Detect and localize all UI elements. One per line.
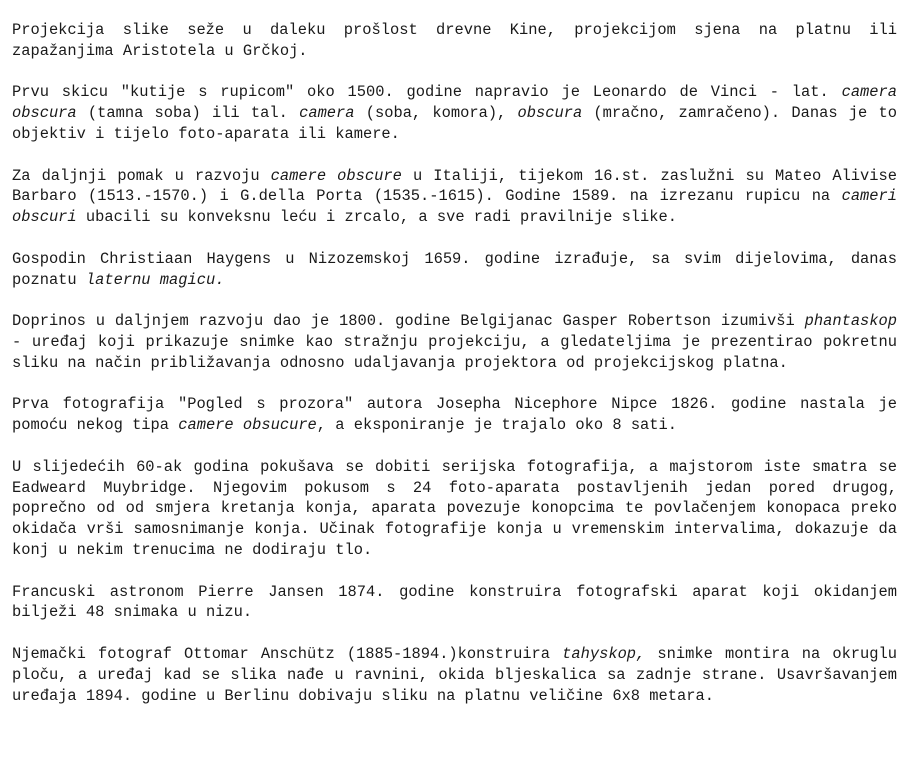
text-run: Projekcija slike seže u daleku prošlost drevne Kine, projekcijom sjena na platnu ili zapažanjima Aristotela u Grčkoj. xyxy=(12,21,897,60)
paragraph xyxy=(12,166,897,228)
paragraph xyxy=(12,249,897,291)
text-run: Prvu skicu "kutije s rupicom" oko 1500. godine napravio je Leonardo de Vinci - lat. xyxy=(12,83,842,102)
italic-term: camere obscure xyxy=(270,166,402,185)
text-run: (soba, komora), xyxy=(354,104,518,123)
italic-term: laternu magicu. xyxy=(85,270,225,289)
text-run: Gospodin Christiaan Haygens u Nizozemskoj 1659. godine izrađuje, sa svim dijelovima, danas poznatu xyxy=(12,249,897,289)
text-run: u Italiji, tijekom 16.st. zaslužni su Mateo Alivise Barbaro (1513.-1570.) i G.della Porta (1535.-1615). Godine 1589. na izrezanu rupicu na xyxy=(12,166,897,206)
italic-term: phantaskop xyxy=(804,312,897,331)
text-run: snimke montira na okruglu ploču, a uređaj kad se slika nađe u ravnini, okida bljeskalica sa zadnje strane. Usavršavanjem uređaja 1894. godine u Berlinu dobivaju sliku na platnu veličine 6x8 metara. xyxy=(12,644,897,705)
text-run: Prva fotografija "Pogled s prozora" autora Josepha Nicephore Nipce 1826. godine nastala je pomoću nekog tipa xyxy=(12,395,897,435)
paragraph xyxy=(12,394,897,436)
paragraph xyxy=(12,82,897,144)
document-body xyxy=(12,20,897,706)
text-run: , a eksponiranje je trajalo oko 8 sati. xyxy=(316,416,677,435)
paragraph xyxy=(12,20,897,62)
text-run: ubacili su konveksnu leću i zrcalo, a sve radi pravilnije slike. xyxy=(76,208,677,227)
text-run: Francuski astronom Pierre Jansen 1874. godine konstruira fotografski aparat koji okidanjem bilježi 48 snimaka u nizu. xyxy=(12,582,897,622)
italic-term: tahyskop, xyxy=(562,644,646,663)
paragraph xyxy=(12,311,897,373)
italic-term: camera xyxy=(299,104,355,123)
text-run: Doprinos u daljnjem razvoju dao je 1800. godine Belgijanac Gasper Robertson izumivši xyxy=(12,312,805,331)
text-run: (mračno, zamračeno). Danas je to objektiv i tijelo foto-aparata ili kamere. xyxy=(12,104,897,143)
italic-term: obscura xyxy=(517,104,583,123)
paragraph xyxy=(12,457,897,561)
text-run: (tamna soba) ili tal. xyxy=(76,104,300,123)
italic-term: camera obscura xyxy=(12,83,897,123)
italic-term: cameri obscuri xyxy=(12,187,897,227)
text-run: Za daljnji pomak u razvoju xyxy=(12,166,271,185)
text-run: U slijedećih 60-ak godina pokušava se dobiti serijska fotografija, a majstorom iste smatra se Eadweard Muybridge. Njegovim pokusom s 24 foto-aparata postavljenih jedan pored drugog, poprečno od od smjera kretanja konja, aparata povezuje konopcima te povlačenjem konopaca preko okidača vrši samosnimanje konja. Učinak fotografije konja u vremenskim intervalima, dokazuje da konj u nekim trenucima ne dodiraju tlo. xyxy=(12,457,897,559)
paragraph xyxy=(12,582,897,624)
italic-term: camere obsucure xyxy=(178,416,317,435)
text-run: - uređaj koji prikazuje snimke kao stražnju projekciju, a gledateljima je prezentirao pokretnu sliku na način približavanja odnosno udaljavanja projektora od projekcijskog platna. xyxy=(12,332,897,372)
text-run: Njemački fotograf Ottomar Anschütz (1885-1894.)konstruira xyxy=(12,644,563,663)
paragraph xyxy=(12,644,897,706)
